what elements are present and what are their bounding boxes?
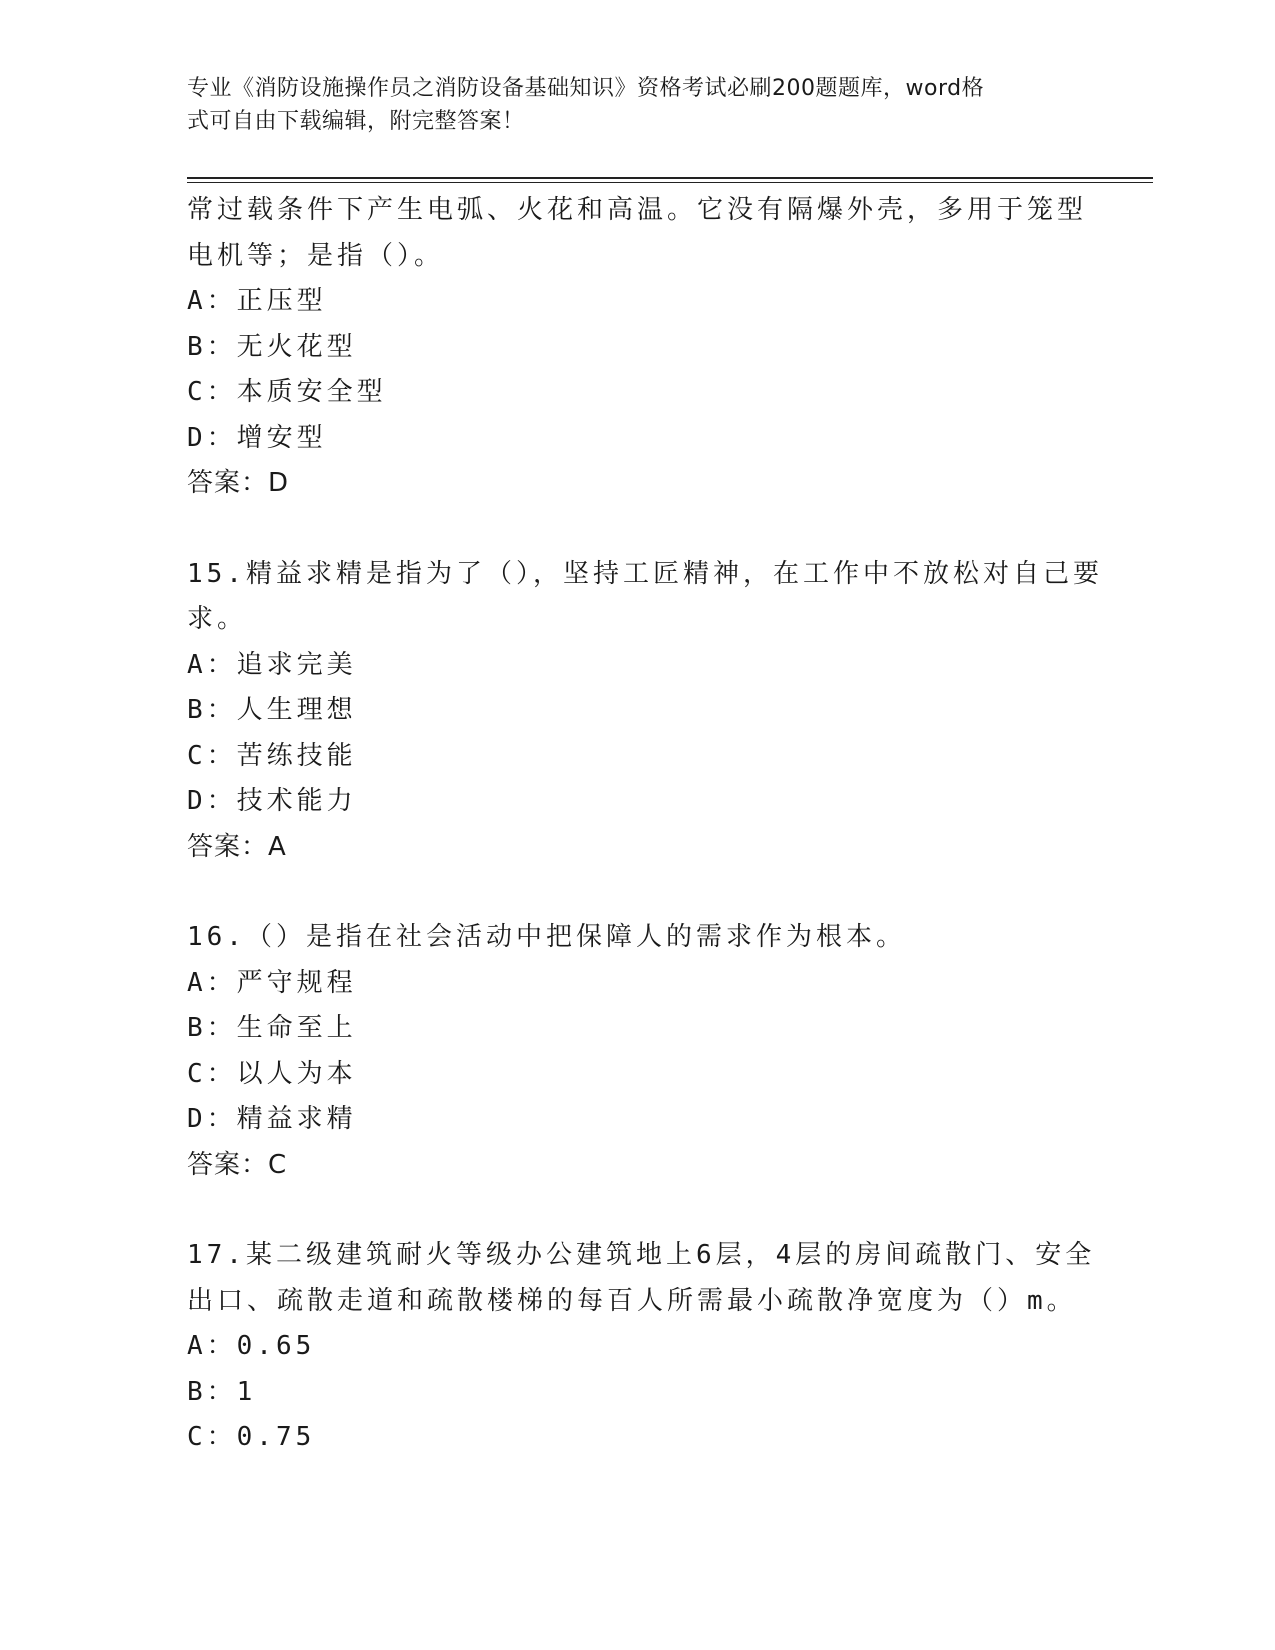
spacer (187, 1188, 1087, 1233)
question-text-line: 16.（）是指在社会活动中把保障人的需求作为根本。 (187, 922, 906, 952)
option-c: C：本质安全型 (187, 377, 387, 407)
spacer (187, 870, 1087, 915)
header-line-2: 式可自由下载编辑，附完整答案！ (187, 109, 525, 134)
option-b: B：1 (187, 1376, 257, 1407)
question-text-line: 17.某二级建筑耐火等级办公建筑地上6层，4层的房间疏散门、安全 (187, 1240, 1096, 1270)
option-d: D：技术能力 (187, 786, 357, 816)
option-c: C：0.75 (187, 1422, 316, 1452)
question-16 (187, 915, 1087, 1188)
question-15 (187, 552, 1103, 871)
question-text-line: 常过载条件下产生电弧、火花和高温。它没有隔爆外壳，多用于笼型 (187, 195, 1088, 225)
spacer (187, 507, 1087, 552)
question-text-line: 出口、疏散走道和疏散楼梯的每百人所需最小疏散净宽度为（）m。 (187, 1285, 1077, 1316)
question-text-line: 求。 (187, 604, 248, 634)
header-line-1: 专业《消防设施操作员之消防设备基础知识》资格考试必刷200题题库，word格 (187, 76, 985, 101)
option-b: B：人生理想 (187, 695, 357, 725)
option-b: B：生命至上 (187, 1013, 357, 1043)
option-a: A：严守规程 (187, 967, 357, 998)
header-divider-thin (187, 182, 1153, 183)
question-17 (187, 1233, 1096, 1461)
document-header (187, 72, 1067, 138)
header-divider-thick (187, 177, 1153, 179)
option-d: D：增安型 (187, 422, 327, 453)
option-b: B：无火花型 (187, 331, 357, 362)
option-a: A：0.65 (187, 1331, 316, 1361)
question-14 (187, 188, 1087, 507)
answer: 答案：A (187, 831, 287, 862)
option-d: D：精益求精 (187, 1104, 357, 1134)
question-text-line: 电机等；是指（）。 (187, 240, 445, 271)
option-a: A：正压型 (187, 286, 327, 316)
question-list (187, 188, 1103, 1461)
question-text-line: 15.精益求精是指为了（），坚持工匠精神，在工作中不放松对自己要 (187, 558, 1103, 589)
answer: 答案：D (187, 468, 290, 498)
option-a: A：追求完美 (187, 649, 357, 680)
option-c: C：苦练技能 (187, 740, 357, 771)
option-c: C：以人为本 (187, 1058, 357, 1089)
answer: 答案：C (187, 1149, 288, 1180)
